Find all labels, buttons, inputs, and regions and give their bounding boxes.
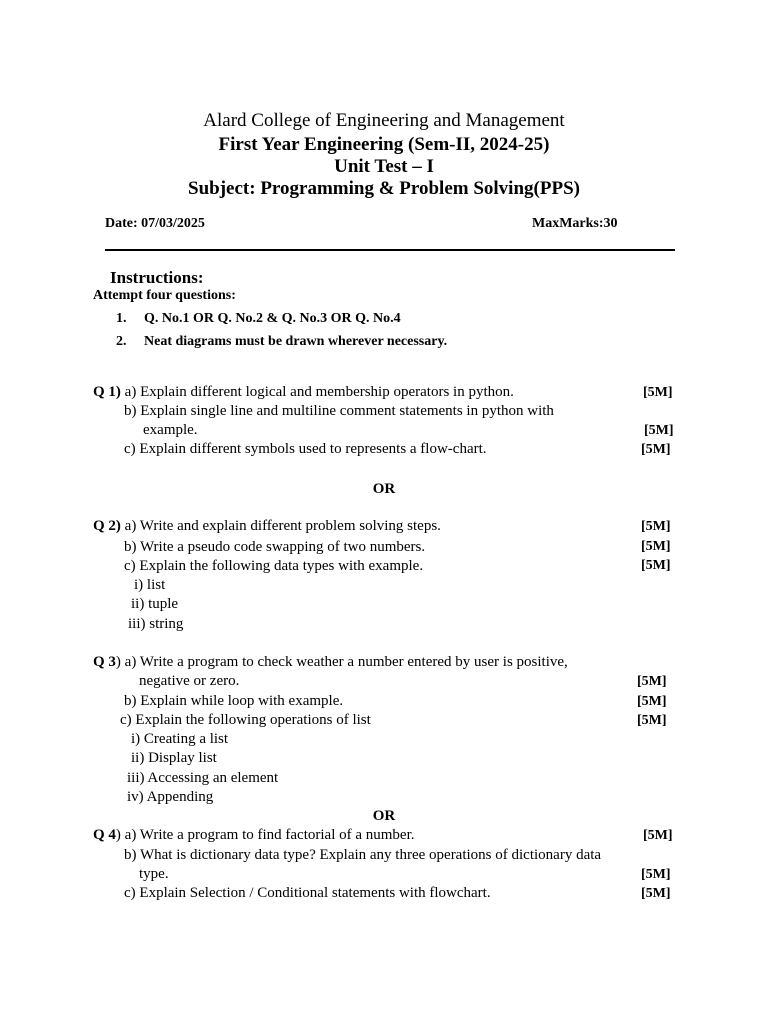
question-2 [93,518,441,535]
question-4 [93,827,415,844]
marks-badge: [5M] [641,558,671,573]
header-divider [105,249,675,251]
sub-item: iii) string [128,616,184,632]
max-marks: MaxMarks:30 [532,216,618,231]
marks-badge: [5M] [643,828,673,843]
instruction-number: 2. [116,334,127,349]
question-part-b: b) What is dictionary data type? Explain any three operations of dictionary data [124,847,602,863]
question-part-a: ) a) Write a program to check weather a number entered by user is positive, [115,654,568,670]
college-name: Alard College of Engineering and Management [203,110,565,131]
question-part-b: b) Write a pseudo code swapping of two numbers. [124,539,426,555]
question-label: Q 4 [93,827,116,843]
marks-badge: [5M] [641,867,671,882]
marks-badge: [5M] [637,694,667,709]
marks-badge: [5M] [641,539,671,554]
instructions-title: Instructions: [110,268,204,287]
marks-badge: [5M] [643,385,673,400]
question-part-a: ) a) Write a program to find factorial of a number. [115,827,415,843]
sub-item: iii) Accessing an element [127,770,279,786]
marks-badge: [5M] [637,713,667,728]
question-part-c: c) Explain the following operations of list [120,712,371,728]
sub-item: iv) Appending [127,789,214,805]
instruction-text: Q. No.1 OR Q. No.2 & Q. No.3 OR Q. No.4 [144,311,401,326]
question-part-b: b) Explain while loop with example. [124,693,344,709]
exam-date: Date: 07/03/2025 [105,216,205,231]
sub-item: ii) tuple [131,596,179,612]
question-label: Q 3 [93,654,116,670]
sub-item: i) Creating a list [131,731,229,747]
question-part-b: b) Explain single line and multiline comment statements in python with [124,403,554,419]
question-1 [93,384,514,401]
question-part-c: c) Explain Selection / Conditional statements with flowchart. [124,885,491,901]
instructions-intro: Attempt four questions: [93,288,236,303]
sub-item: i) list [134,577,166,593]
sub-item: ii) Display list [131,750,217,766]
subject-title: Subject: Programming & Problem Solving(PPS) [188,178,580,199]
or-separator: OR [372,481,396,497]
marks-badge: [5M] [641,519,671,534]
marks-badge: [5M] [637,674,667,689]
or-separator: OR [372,808,396,824]
question-part-a: a) Explain different logical and membership operators in python. [124,384,514,400]
question-part-c: c) Explain the following data types with example. [124,558,424,574]
marks-badge: [5M] [641,442,671,457]
question-3 [93,654,568,671]
marks-badge: [5M] [641,886,671,901]
question-label: Q 2) [93,518,121,534]
question-part-c: c) Explain different symbols used to represents a flow-chart. [124,441,487,457]
question-part-b-cont: type. [139,866,169,882]
test-title: Unit Test – I [334,156,434,177]
instruction-text: Neat diagrams must be drawn wherever necessary. [144,334,448,349]
question-part-a: a) Write and explain different problem solving steps. [124,518,441,534]
instruction-number: 1. [116,311,127,326]
question-label: Q 1) [93,384,121,400]
question-part-a-cont: negative or zero. [139,673,240,689]
marks-badge: [5M] [644,423,674,438]
exam-year: First Year Engineering (Sem-II, 2024-25) [218,134,550,155]
question-part-b-cont: example. [143,422,198,438]
